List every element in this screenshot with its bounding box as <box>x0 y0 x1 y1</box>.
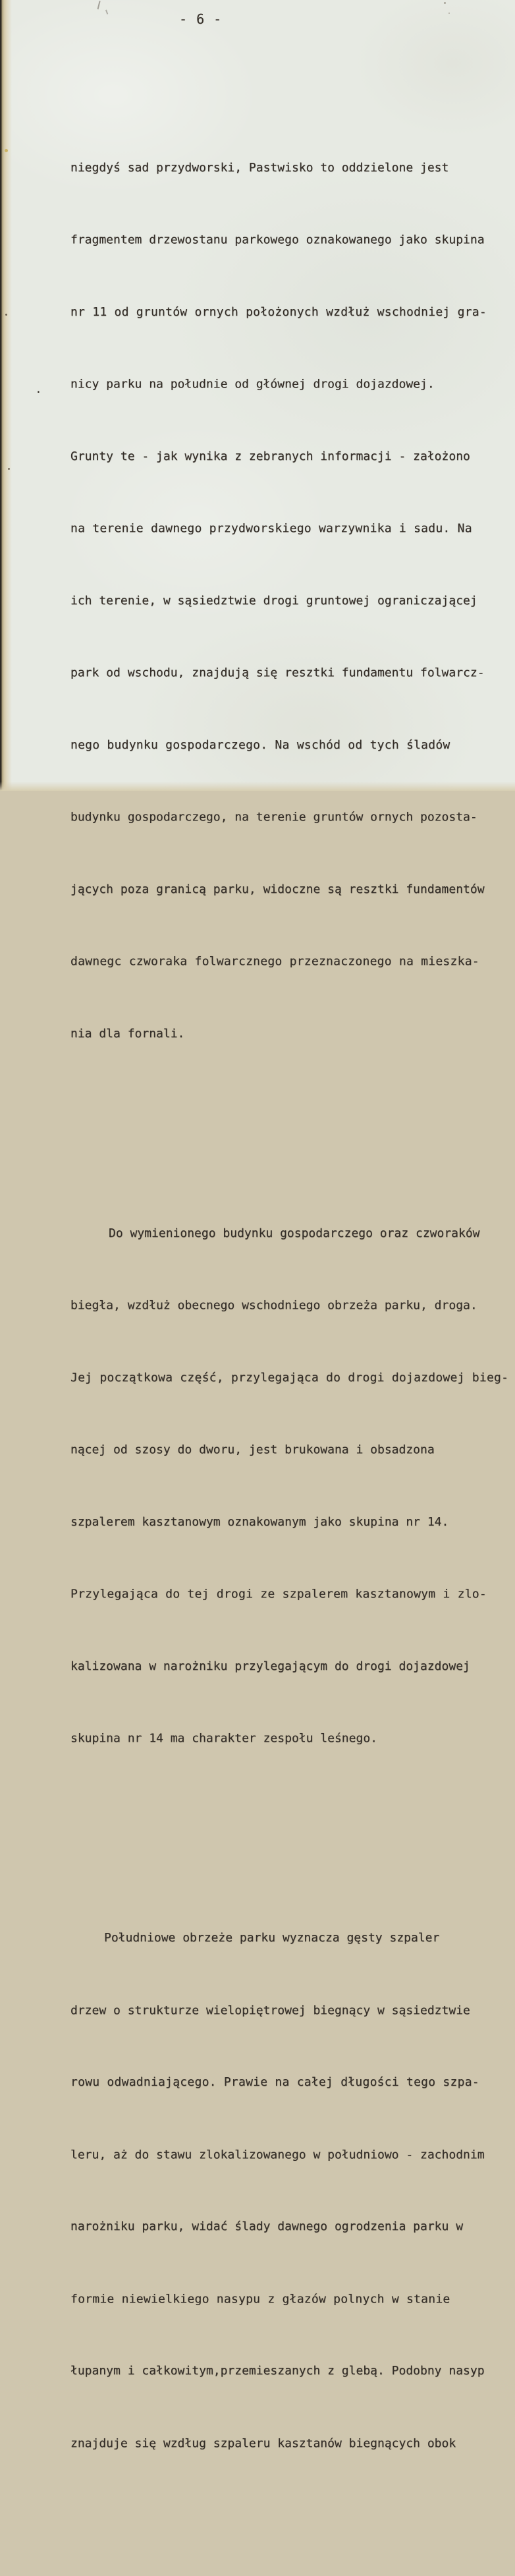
pencil-mark <box>97 1 105 11</box>
text-line: znajduje się wzdług szpaleru kasztanów biegnących obok <box>70 2436 456 2450</box>
paper-speck <box>448 13 450 14</box>
text-line: nego budynku gospodarczego. Na wschód od tych śladów <box>70 737 450 752</box>
text-line: jących poza granicą parku, widoczne są resztki fundamentów <box>70 882 485 896</box>
text-line: Jej początkowa część, przylegająca do drogi dojazdowej bieg- <box>70 1370 509 1385</box>
text-line: budynku gospodarczego, na terenie gruntów ornych pozosta- <box>70 810 477 824</box>
text-line: biegła, wzdłuż obecnego wschodniego obrzeża parku, droga. <box>70 1298 477 1313</box>
paper-speck <box>444 2 446 4</box>
text-line: rowu odwadniającego. Prawie na całej długości tego szpa- <box>70 2075 479 2089</box>
text-line: nia dla fornali. <box>70 1026 185 1041</box>
text-line: formie niewielkiego nasypu z głazów polnych w stanie <box>70 2291 450 2306</box>
page-number: - 6 - <box>179 11 223 27</box>
paragraph-2 <box>70 1174 509 1799</box>
text-line: nr 11 od gruntów ornych położonych wzdłuż wschodniej gra- <box>70 304 487 319</box>
text-line: niegdyś sad przydworski, Pastwisko to oddzielone jest <box>70 160 449 175</box>
text-line: Południowe obrzeże parku wyznacza gęsty szpaler <box>104 1931 440 1945</box>
typewritten-text <box>70 36 509 2576</box>
paragraph-1 <box>70 108 502 1095</box>
text-line: narożniku parku, widać ślady dawnego ogrodzenia parku w <box>70 2219 464 2233</box>
margin-stray-dot: . <box>35 382 42 396</box>
text-line: ich terenie, w sąsiedztwie drogi gruntowej ograniczającej <box>70 593 477 608</box>
text-line: Przylegająca do tej drogi ze szpalerem kasztanowym i zlo- <box>70 1587 487 1601</box>
page-left-edge <box>0 0 12 791</box>
text-line: nicy parku na południe od głównej drogi dojazdowej. <box>70 377 435 391</box>
paper-speck <box>8 468 10 470</box>
text-line: leru, aż do stawu zlokalizowanego w południowo - zachodnim <box>70 2147 485 2161</box>
pencil-mark <box>105 9 111 14</box>
text-line: fragmentem drzewostanu parkowego oznakowanego jako skupina <box>70 233 485 247</box>
text-line: nącej od szosy do dworu, jest brukowana i obsadzona <box>70 1443 435 1457</box>
text-line: skupina nr 14 ma charakter zespołu leśnego. <box>70 1731 377 1746</box>
text-line: Grunty te - jak wynika z zebranych informacji - założono <box>70 449 470 463</box>
text-line: dawnegc czworaka folwarcznego przeznaczonego na mieszka- <box>70 954 479 969</box>
text-line: na terenie dawnego przydworskiego warzywnika i sadu. Na <box>70 521 472 536</box>
text-line: Do wymienionego budynku gospodarczego oraz czworaków <box>109 1226 480 1240</box>
paragraph-3 <box>70 1878 502 2504</box>
paper-speck <box>5 149 8 152</box>
text-line: drzew o strukturze wielopiętrowej biegnący w sąsiedztwie <box>70 2003 470 2017</box>
text-line: park od wschodu, znajdują się resztki fundamentu folwarcz- <box>70 666 485 680</box>
text-line: szpalerem kasztanowym oznakowanym jako skupina nr 14. <box>70 1514 449 1529</box>
paper-speck <box>5 314 7 316</box>
text-line: łupanym i całkowitym,przemieszanych z glebą. Podobny nasyp <box>70 2364 485 2378</box>
text-line: kalizowana w narożniku przylegającym do drogi dojazdowej <box>70 1659 470 1673</box>
